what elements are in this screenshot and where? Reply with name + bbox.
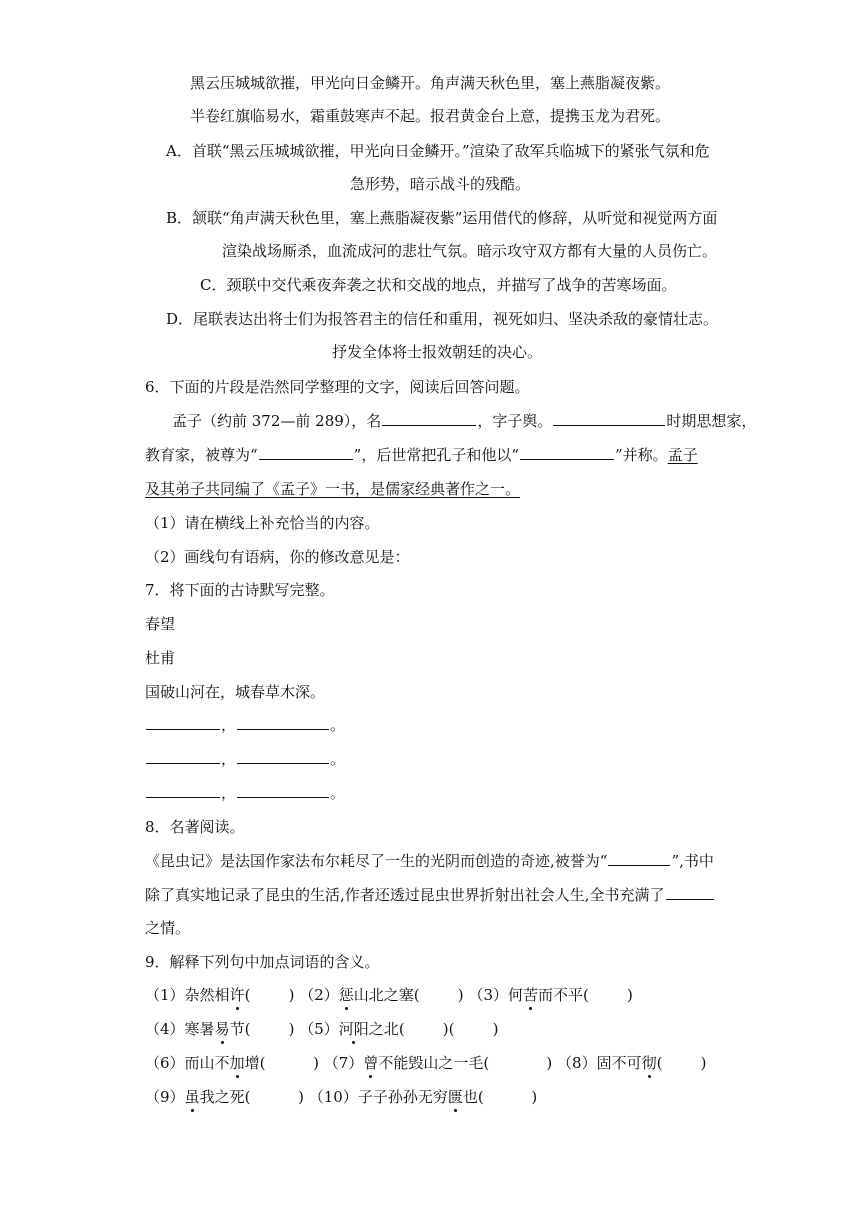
q7-blank[interactable]	[237, 715, 329, 730]
q7-period: 。	[330, 784, 346, 802]
q6-sub-question-2: （2）画线句有语病，你的修改意见是：	[145, 548, 410, 566]
item-text: 也	[462, 1088, 478, 1106]
option-d-line-1: D．尾联表达出将士们为报答君主的信任和重用，视死如归、坚决杀敌的豪情壮志。	[166, 310, 719, 328]
q7-comma: ，	[221, 784, 237, 802]
dotted-word: 虽	[184, 1088, 200, 1106]
item-number: （8）	[557, 1054, 597, 1072]
item-text: 增	[244, 1054, 260, 1072]
q6-text: 时期思想家，	[666, 412, 757, 430]
q7-blank[interactable]	[146, 749, 220, 764]
q6-blank-title[interactable]	[259, 445, 353, 460]
q9-item-8	[557, 1054, 706, 1072]
q9-row-1	[145, 985, 633, 1005]
q6-underlined-sentence: 及其弟子共同编了《孟子》一书，是儒家经典著作之一。	[145, 480, 521, 498]
option-b-line-1: B．颔联“角声满天秋色里，塞上燕脂凝夜紫”运用借代的修辞，从听觉和视觉两方面	[166, 209, 718, 227]
q6-paragraph-line-1	[172, 411, 756, 431]
answer-parenthesis[interactable]: ( )	[244, 1088, 304, 1106]
answer-parenthesis[interactable]: ( )	[483, 1054, 553, 1072]
option-d-line-2: 抒发全体将士报效朝廷的决心。	[332, 343, 543, 361]
option-c-line: C．颈联中交代乘夜奔袭之状和交战的地点，并描写了战争的苦寒场面。	[200, 276, 677, 294]
q8-title: 8．名著阅读。	[145, 818, 245, 836]
q9-item-9	[145, 1088, 304, 1106]
item-text: 节	[229, 1020, 245, 1038]
answer-parenthesis[interactable]: ( )	[656, 1054, 707, 1072]
q6-text: 教育家，被尊为“	[145, 446, 258, 464]
item-number: （3）	[468, 986, 508, 1004]
answer-parenthesis[interactable]: ( )	[244, 1020, 295, 1038]
item-text: 不能毁山之一毛	[378, 1054, 484, 1072]
q6-text: ，字子舆。	[477, 412, 553, 430]
dotted-word: 曾	[363, 1054, 379, 1072]
item-number: （1）	[145, 986, 185, 1004]
dotted-word: 彻	[641, 1054, 657, 1072]
answer-parenthesis[interactable]: ( )( )	[398, 1020, 499, 1038]
q8-blank-title[interactable]	[608, 851, 670, 866]
q9-row-4	[145, 1087, 537, 1107]
dotted-word: 许	[229, 986, 245, 1004]
q7-poem-author: 杜甫	[145, 649, 176, 667]
q8-text-line-2	[145, 885, 715, 905]
item-text: 而不平	[538, 986, 584, 1004]
option-a-line-1: A．首联“黑云压城城欲摧，甲光向日金鳞开。”渲染了敌军兵临城下的紧张气氛和危	[166, 142, 710, 160]
q8-text: ”,书中	[671, 852, 714, 870]
option-b-line-2: 渲染战场厮杀，血流成河的悲壮气氛。暗示攻守双方都有大量的人员伤亡。	[222, 242, 718, 260]
dotted-word: 匮	[447, 1088, 463, 1106]
answer-parenthesis[interactable]: ( )	[477, 1088, 538, 1106]
q9-row-3	[145, 1053, 706, 1073]
dotted-word: 河阳	[338, 1020, 369, 1038]
item-text: 我之死	[199, 1088, 245, 1106]
item-text: 固不可	[596, 1054, 642, 1072]
dotted-word: 苦	[523, 986, 539, 1004]
item-number: （4）	[145, 1020, 185, 1038]
q6-underlined-sentence-start: 孟子	[667, 446, 698, 464]
item-text: 何	[507, 986, 523, 1004]
q9-item-6	[145, 1054, 319, 1072]
q6-text: ”，后世常把孔子和他以“	[353, 446, 520, 464]
q8-text: 除了真实地记录了昆虫的生活,作者还透过昆虫世界折射出社会人生,全书充满了	[145, 886, 665, 904]
q8-blank-emotion[interactable]	[666, 885, 714, 900]
item-number: （5）	[299, 1020, 339, 1038]
answer-parenthesis[interactable]: ( )	[244, 986, 295, 1004]
q9-item-4	[145, 1020, 294, 1038]
q7-blank-row	[145, 715, 345, 735]
q7-period: 。	[330, 716, 346, 734]
item-number: （2）	[299, 986, 339, 1004]
item-text: 山北之塞	[353, 986, 414, 1004]
item-text: 杂然相	[184, 986, 230, 1004]
q8-text-line-1	[145, 851, 714, 871]
item-number: （6）	[145, 1054, 185, 1072]
q7-comma: ，	[221, 750, 237, 768]
q7-blank[interactable]	[146, 783, 220, 798]
q7-blank[interactable]	[237, 783, 329, 798]
q7-blank[interactable]	[237, 749, 329, 764]
q8-text-line-3: 之情。	[145, 919, 191, 937]
q9-item-3	[468, 986, 632, 1004]
q8-text: 《昆虫记》是法国作家法布尔耗尽了一生的光阴而创造的奇迹,被誉为“	[145, 852, 608, 870]
item-text: 子子孙孙无穷	[357, 1088, 448, 1106]
q7-poem-line-1: 国破山河在，城春草木深。	[145, 683, 326, 701]
item-number: （7）	[323, 1054, 364, 1072]
q7-blank[interactable]	[146, 715, 220, 730]
q7-blank-row	[145, 749, 345, 769]
item-number: （9）	[145, 1088, 185, 1106]
poem-line-2: 半卷红旗临易水，霜重鼓寒声不起。报君黄金台上意，提携玉龙为君死。	[189, 107, 670, 125]
q6-paragraph-line-2	[145, 445, 698, 465]
q7-comma: ，	[221, 716, 237, 734]
q6-text: 孟子（约前 372—前 289），名	[172, 412, 382, 430]
q9-title: 9．解释下列句中加点词语的含义。	[145, 953, 380, 971]
answer-parenthesis[interactable]: ( )	[583, 986, 633, 1004]
q6-blank-pairing[interactable]	[520, 445, 614, 460]
q6-title: 6．下面的片段是浩然同学整理的文字，阅读后回答问题。	[145, 378, 530, 396]
item-text: 寒暑	[184, 1020, 215, 1038]
answer-parenthesis[interactable]: ( )	[413, 986, 464, 1004]
item-text: 之北	[368, 1020, 399, 1038]
dotted-word: 加	[229, 1054, 245, 1072]
answer-parenthesis[interactable]: ( )	[259, 1054, 319, 1072]
poem-line-1: 黑云压城城欲摧，甲光向日金鳞开。角声满天秋色里，塞上燕脂凝夜紫。	[189, 74, 670, 92]
q7-blank-row	[145, 783, 345, 803]
q6-text: ”并称。	[615, 446, 668, 464]
q6-blank-era[interactable]	[553, 411, 665, 426]
option-a-line-2: 急形势，暗示战斗的残酷。	[350, 175, 531, 193]
dotted-word: 惩	[338, 986, 354, 1004]
q6-sub-question-1: （1）请在横线上补充恰当的内容。	[145, 514, 380, 532]
q9-item-10	[309, 1088, 538, 1106]
q7-poem-title: 春望	[145, 615, 176, 633]
q7-title: 7．将下面的古诗默写完整。	[145, 581, 335, 599]
q9-item-2	[299, 986, 463, 1004]
item-text: 而山不	[184, 1054, 230, 1072]
item-number: （10）	[308, 1088, 358, 1106]
dotted-word: 易	[214, 1020, 230, 1038]
q6-blank-name[interactable]	[382, 411, 476, 426]
q9-item-1	[145, 986, 294, 1004]
q7-period: 。	[330, 750, 346, 768]
q9-item-5	[299, 1020, 498, 1038]
q9-item-7	[324, 1054, 553, 1072]
q9-row-2	[145, 1019, 499, 1039]
